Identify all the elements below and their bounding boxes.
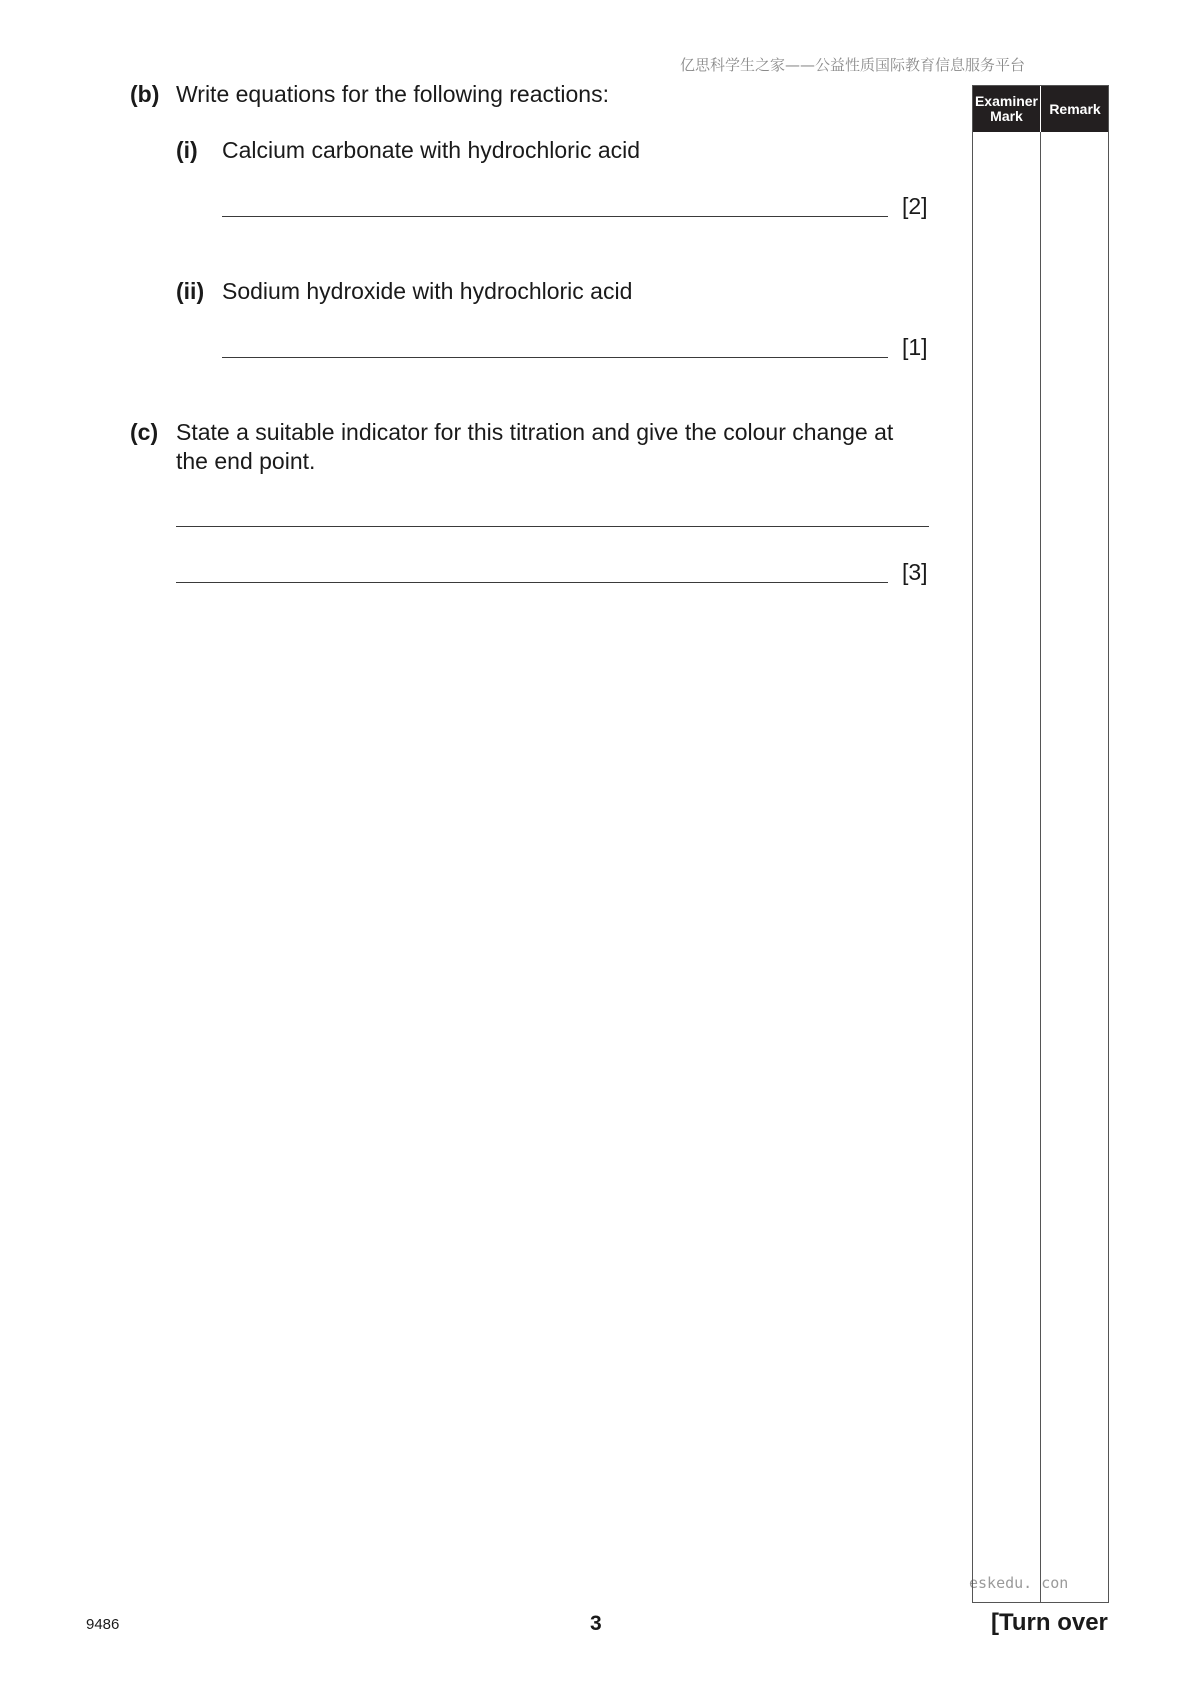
- part-b-ii-label: (ii): [176, 278, 205, 304]
- examiner-column: [972, 85, 1109, 1603]
- footer-watermark: eskedu. con: [969, 1574, 1069, 1592]
- turn-over-label: [Turn over: [991, 1609, 1108, 1636]
- part-b-i-label: (i): [176, 137, 198, 163]
- remark-header: Remark: [1049, 100, 1101, 117]
- part-b-ii-marks: [1]: [902, 334, 928, 360]
- part-c-marks: [3]: [902, 559, 928, 585]
- part-b-ii-question: Sodium hydroxide with hydrochloric acid: [222, 278, 633, 304]
- part-b-i-answer-line[interactable]: [222, 216, 888, 217]
- part-c-label: (c): [130, 419, 159, 445]
- part-b-i-marks: [2]: [902, 193, 928, 219]
- part-b-question: Write equations for the following reactions:: [176, 81, 609, 107]
- part-b-ii-answer-line[interactable]: [222, 357, 888, 358]
- part-c-answer-line-2[interactable]: [176, 582, 888, 583]
- part-c-question: State a suitable indicator for this titration and give the colour change at the end point.: [176, 419, 894, 474]
- paper-code: 9486: [86, 1616, 120, 1633]
- header-watermark: 亿思科学生之家——公益性质国际教育信息服务平台: [680, 56, 1026, 74]
- examiner-mark-header: Examiner Mark: [974, 93, 1039, 124]
- part-b-label: (b): [130, 81, 160, 107]
- examiner-column-divider: [1040, 86, 1041, 1602]
- page-number: 3: [590, 1612, 602, 1635]
- part-c-answer-line-1[interactable]: [176, 526, 929, 527]
- part-b-i-question: Calcium carbonate with hydrochloric acid: [222, 137, 641, 163]
